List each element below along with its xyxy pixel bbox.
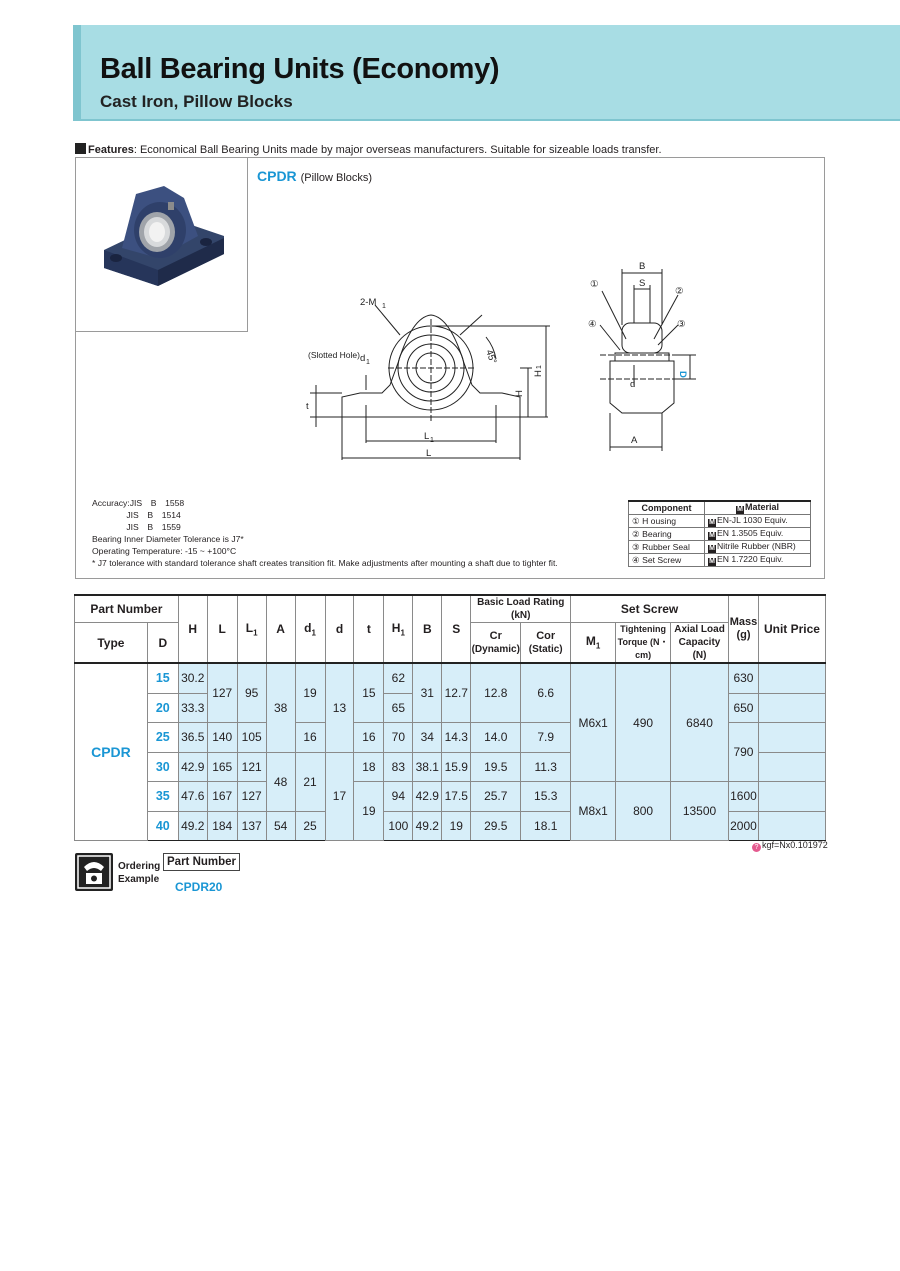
mat-component: ② Bearing (629, 528, 705, 541)
table-row (75, 782, 826, 812)
ordering-part-number-value[interactable]: CPDR20 (175, 880, 223, 894)
dimension-drawing (250, 255, 710, 470)
unit-price-cell[interactable] (758, 752, 825, 782)
l1-cell: 127 (237, 782, 266, 812)
material-m-icon: M (709, 558, 715, 565)
type-cell: CPDR (75, 663, 148, 841)
l-cell: 165 (207, 752, 237, 782)
product-desc: (Pillow Blocks) (300, 172, 373, 184)
s-cell: 19 (442, 811, 471, 841)
cor-cell: 7.9 (521, 723, 571, 753)
th-type: Type (75, 623, 148, 664)
note-line: Accuracy:JIS B 1558 (92, 498, 185, 508)
axial-cell: 13500 (671, 782, 729, 841)
a-cell: 48 (266, 752, 295, 811)
th-H: H (178, 595, 207, 663)
a-cell: 38 (266, 663, 295, 752)
h1-cell: 83 (384, 752, 413, 782)
cr-cell: 12.8 (471, 663, 521, 723)
th-B: B (413, 595, 442, 663)
l1-cell: 105 (237, 723, 266, 753)
mass-cell: 630 (728, 663, 758, 693)
ordering-part-number-label: Part Number (163, 853, 240, 871)
th-cr: Cr (Dynamic) (471, 623, 521, 664)
unit-price-cell[interactable] (758, 723, 825, 753)
kgf-text: kgf=Nx0.101972 (762, 840, 828, 850)
h-cell: 49.2 (178, 811, 207, 841)
mat-material: M Nitrile Rubber (NBR) (705, 541, 811, 554)
s-cell: 12.7 (442, 663, 471, 723)
l1-cell: 137 (237, 811, 266, 841)
cr-cell: 25.7 (471, 782, 521, 812)
th-S: S (442, 595, 471, 663)
cor-cell: 11.3 (521, 752, 571, 782)
callout-4: ④ (588, 319, 597, 330)
mass-cell: 790 (728, 723, 758, 782)
s-cell: 15.9 (442, 752, 471, 782)
cor-cell: 18.1 (521, 811, 571, 841)
th-unit-price: Unit Price (758, 595, 825, 663)
product-code: CPDR (257, 168, 297, 184)
t-cell: 18 (354, 752, 384, 782)
d-cell: 40 (147, 811, 178, 841)
label-2m1: 2-M (360, 297, 377, 308)
phone-order-icon (75, 853, 113, 891)
cr-cell: 29.5 (471, 811, 521, 841)
d1-cell: 16 (295, 723, 325, 753)
th-t: t (354, 595, 384, 663)
features-square-icon (75, 143, 86, 154)
product-photo (75, 157, 248, 332)
h-cell: 33.3 (178, 693, 207, 723)
h1-cell: 65 (384, 693, 413, 723)
info-icon: ? (752, 843, 761, 852)
l-cell: 184 (207, 811, 237, 841)
th-basic-load: Basic Load Rating (kN) (471, 595, 571, 623)
cr-cell: 14.0 (471, 723, 521, 753)
cr-cell: 19.5 (471, 752, 521, 782)
h1-cell: 70 (384, 723, 413, 753)
t-cell: 15 (354, 663, 384, 723)
cor-cell: 6.6 (521, 663, 571, 723)
label-d: d (630, 379, 636, 390)
label-H1-sub: 1 (536, 365, 543, 369)
b-cell: 31 (413, 663, 442, 723)
note-line: JIS B 1514 (92, 510, 181, 521)
table-row (629, 554, 811, 567)
mat-material: M EN-JL 1030 Equiv. (705, 515, 811, 528)
label-H: H (514, 390, 525, 397)
material-m-icon: M (737, 506, 743, 513)
h-cell: 47.6 (178, 782, 207, 812)
features-label: Features (88, 144, 134, 156)
d-cell: 20 (147, 693, 178, 723)
label-L1-sub: 1 (430, 437, 434, 444)
mat-component: ① H ousing (629, 515, 705, 528)
mass-cell: 2000 (728, 811, 758, 841)
label-2m1-sub: 1 (382, 303, 386, 310)
h1-cell: 62 (384, 663, 413, 693)
product-label (257, 168, 372, 184)
th-part-number: Part Number (75, 595, 179, 623)
label-L1: L (424, 431, 430, 442)
mat-material: M EN 1.7220 Equiv. (705, 554, 811, 567)
t-cell: 16 (354, 723, 384, 753)
note-line: Bearing Inner Diameter Tolerance is J7* (92, 534, 244, 545)
table-row (629, 528, 811, 541)
mass-cell: 650 (728, 693, 758, 723)
spec-notes (92, 497, 558, 570)
label-S: S (639, 278, 646, 289)
l-cell: 140 (207, 723, 237, 753)
unit-price-cell[interactable] (758, 693, 825, 723)
torque-cell: 800 (616, 782, 671, 841)
callout-1: ① (590, 279, 599, 290)
ordering-label: Ordering (118, 861, 161, 872)
axial-cell: 6840 (671, 663, 729, 782)
mat-material: M EN 1.3505 Equiv. (705, 528, 811, 541)
table-row (629, 541, 811, 554)
b-cell: 42.9 (413, 782, 442, 812)
table-row (75, 663, 826, 693)
banner-stripe (73, 25, 81, 119)
h-cell: 36.5 (178, 723, 207, 753)
label-H1: H (533, 370, 544, 377)
th-d1: $d_1$ (295, 595, 325, 663)
note-line: * J7 tolerance with standard tolerance shaft creates transition fit. Make adjustments after mounting a shaft due to tighter fit. (92, 558, 558, 569)
th-m1: $M_1$ (571, 623, 616, 664)
dd-cell: 13 (325, 663, 354, 752)
h-cell: 42.9 (178, 752, 207, 782)
example-label: Example (118, 874, 160, 885)
mat-component: ④ Set Screw (629, 554, 705, 567)
features-line (75, 143, 662, 156)
l1-cell: 95 (237, 663, 266, 723)
ordering-example-label (118, 860, 160, 886)
th-mass: Mass (g) (728, 595, 758, 663)
b-cell: 38.1 (413, 752, 442, 782)
d1-cell: 21 (295, 752, 325, 811)
material-m-icon: M (709, 532, 715, 539)
m1-cell: M8x1 (571, 782, 616, 841)
dd-cell: 17 (325, 752, 354, 841)
label-B: B (639, 261, 646, 272)
pillow-block-photo (76, 158, 247, 331)
a-cell: 54 (266, 811, 295, 841)
spec-table (74, 594, 826, 841)
features-text: : Economical Ball Bearing Units made by major overseas manufacturers. Suitable for sizeable loads transfer. (133, 144, 662, 156)
b-cell: 49.2 (413, 811, 442, 841)
material-m-icon: M (709, 519, 715, 526)
th-H1: $H_1$ (384, 595, 413, 663)
h1-cell: 100 (384, 811, 413, 841)
h-cell: 30.2 (178, 663, 207, 693)
mat-header-material: M Material (705, 501, 811, 515)
d1-cell: 25 (295, 811, 325, 841)
material-m-icon: M (709, 545, 715, 552)
mat-header-component: Component (629, 501, 705, 515)
l1-cell: 121 (237, 752, 266, 782)
page-title: Ball Bearing Units (Economy) (100, 53, 500, 85)
h1-cell: 94 (384, 782, 413, 812)
s-cell: 17.5 (442, 782, 471, 812)
unit-price-cell[interactable] (758, 663, 825, 693)
materials-table (628, 500, 811, 567)
label-A: A (631, 435, 638, 446)
mat-component: ③ Rubber Seal (629, 541, 705, 554)
d-cell: 25 (147, 723, 178, 753)
callout-2: ② (675, 286, 684, 297)
cor-cell: 15.3 (521, 782, 571, 812)
th-cor: Cor (Static) (521, 623, 571, 664)
m1-cell: M6x1 (571, 663, 616, 782)
torque-cell: 490 (616, 663, 671, 782)
page-subtitle: Cast Iron, Pillow Blocks (100, 92, 293, 111)
th-torque: Tightening Torque (N・cm) (616, 623, 671, 664)
label-d1-sub: 1 (366, 359, 370, 366)
note-line: JIS B 1559 (92, 522, 181, 533)
th-set-screw: Set Screw (571, 595, 729, 623)
t-cell: 19 (354, 782, 384, 841)
unit-price-cell[interactable] (758, 782, 825, 812)
th-L: L (207, 595, 237, 663)
l-cell: 167 (207, 782, 237, 812)
callout-3: ③ (677, 319, 686, 330)
th-A: A (266, 595, 295, 663)
th-d: d (325, 595, 354, 663)
d-cell: 30 (147, 752, 178, 782)
unit-price-cell[interactable] (758, 811, 825, 841)
table-row (629, 515, 811, 528)
label-slotted: (Slotted Hole) (308, 350, 360, 360)
d-cell: 35 (147, 782, 178, 812)
b-cell: 34 (413, 723, 442, 753)
th-L1: $L_1$ (237, 595, 266, 663)
label-d1: d (360, 353, 366, 364)
label-L: L (426, 448, 432, 459)
label-t: t (306, 401, 309, 412)
label-D: D (677, 371, 688, 378)
mass-cell: 1600 (728, 782, 758, 812)
l-cell: 127 (207, 663, 237, 723)
note-line: Operating Temperature: -15 ~ +100°C (92, 546, 237, 557)
th-axial: Axial Load Capacity (N) (671, 623, 729, 664)
label-angle: 45° (483, 348, 499, 366)
d1-cell: 19 (295, 663, 325, 723)
kgf-note (752, 840, 828, 852)
d-cell: 15 (147, 663, 178, 693)
s-cell: 14.3 (442, 723, 471, 753)
th-D: D (147, 623, 178, 664)
